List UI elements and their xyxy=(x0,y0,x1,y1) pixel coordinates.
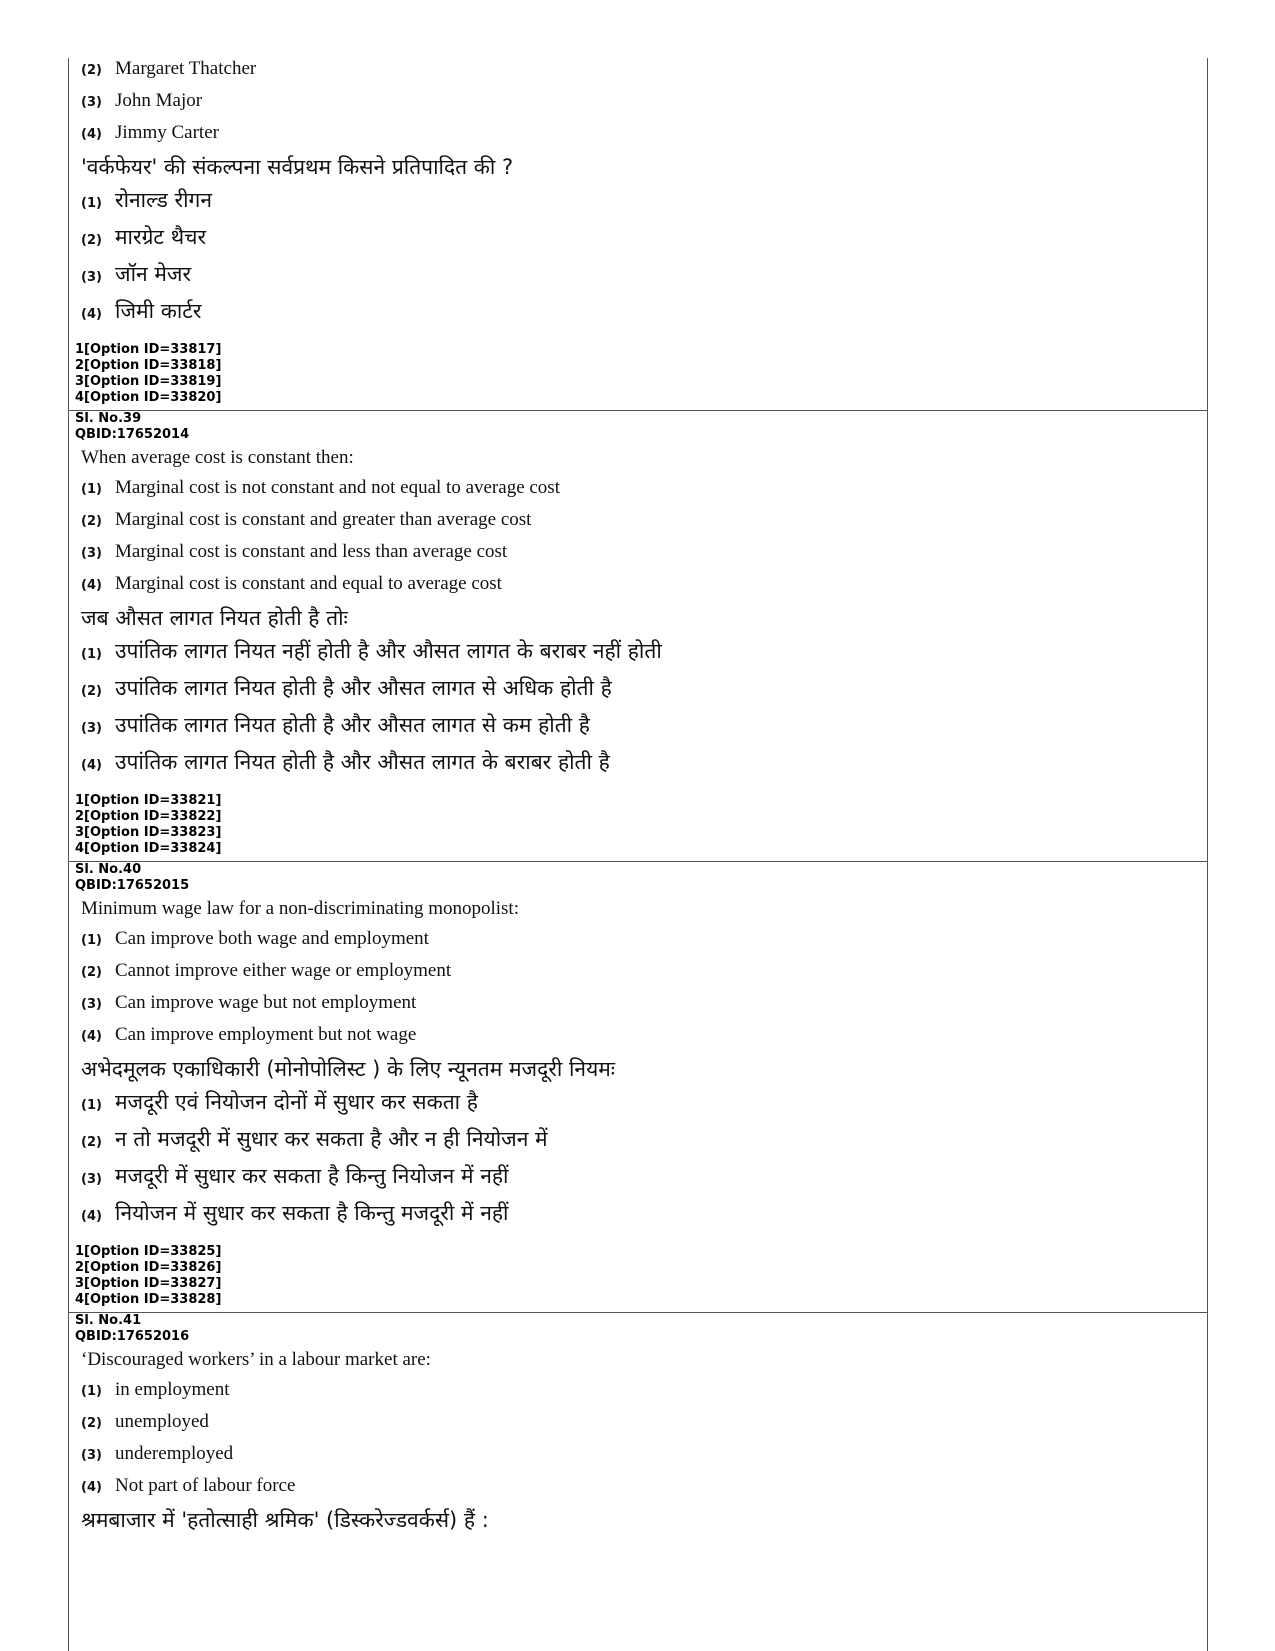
qbid: QBID:17652016 xyxy=(75,1329,190,1344)
option-en: (1) Marginal cost is not constant and not equal to average cost xyxy=(81,477,560,498)
option-en: (2) unemployed xyxy=(81,1411,209,1432)
option-id-list xyxy=(75,1244,1201,1308)
serial-number: Sl. No.40 xyxy=(75,862,142,877)
option-en: (3) Marginal cost is constant and less than average cost xyxy=(81,541,508,562)
option-en: (4) Can improve employment but not wage xyxy=(81,1024,417,1045)
option-hi: (2) न तो मजदूरी में सुधार कर सकता है और न ही नियोजन में xyxy=(81,1127,548,1151)
option-en: (2) Marginal cost is constant and greater than average cost xyxy=(81,509,532,530)
option-id: 2[Option ID=33826] xyxy=(75,1260,222,1275)
option-en: (2) Cannot improve either wage or employment xyxy=(81,960,452,981)
option-en: (1) Can improve both wage and employment xyxy=(81,928,429,949)
question-paper xyxy=(68,58,1208,1651)
option-hi: (1) उपांतिक लागत नियत नहीं होती है और औसत लागत के बराबर नहीं होती xyxy=(81,639,662,663)
option-id: 4[Option ID=33820] xyxy=(75,390,222,405)
option-en: (4) Not part of labour force xyxy=(81,1475,296,1496)
option-id-list xyxy=(75,342,1201,406)
option-id: 4[Option ID=33828] xyxy=(75,1292,222,1307)
option-hi: (3) उपांतिक लागत नियत होती है और औसत लागत से कम होती है xyxy=(81,713,590,737)
option-hi: (4) नियोजन में सुधार कर सकता है किन्तु मजदूरी में नहीं xyxy=(81,1201,509,1225)
option-id: 3[Option ID=33827] xyxy=(75,1276,222,1291)
option-en: (3) John Major xyxy=(81,90,203,111)
question-39 xyxy=(69,411,1207,862)
question-text-en: When average cost is constant then: xyxy=(81,447,354,468)
option-en: (4) Marginal cost is constant and equal to average cost xyxy=(81,573,502,594)
option-en: (4) Jimmy Carter xyxy=(81,122,219,143)
option-en: (3) Can improve wage but not employment xyxy=(81,992,417,1013)
option-id: 2[Option ID=33822] xyxy=(75,809,222,824)
option-id-list xyxy=(75,793,1201,857)
option-hi: (4) जिमी कार्टर xyxy=(81,299,202,323)
option-id: 1[Option ID=33817] xyxy=(75,342,222,357)
option-en: (3) underemployed xyxy=(81,1443,234,1464)
option-id: 3[Option ID=33819] xyxy=(75,374,222,389)
option-hi: (4) उपांतिक लागत नियत होती है और औसत लागत के बराबर होती है xyxy=(81,750,610,774)
option-hi: (2) मारग्रेट थैचर xyxy=(81,225,207,249)
question-text-en: Minimum wage law for a non-discriminating monopolist: xyxy=(81,898,519,919)
option-id: 1[Option ID=33821] xyxy=(75,793,222,808)
question-40 xyxy=(69,862,1207,1313)
question-text-hi: अभेदमूलक एकाधिकारी (मोनोपोलिस्ट ) के लिए न्यूनतम मजदूरी नियमः xyxy=(81,1057,616,1081)
option-hi: (1) मजदूरी एवं नियोजन दोनों में सुधार कर सकता है xyxy=(81,1090,478,1114)
option-en: (2) Margaret Thatcher xyxy=(81,58,257,79)
option-hi: (2) उपांतिक लागत नियत होती है और औसत लागत से अधिक होती है xyxy=(81,676,612,700)
question-text-hi: 'वर्कफेयर' की संकल्पना सर्वप्रथम किसने प्रतिपादित की ? xyxy=(81,155,514,179)
question-41 xyxy=(69,1313,1207,1544)
serial-number: Sl. No.41 xyxy=(75,1313,142,1328)
option-id: 3[Option ID=33823] xyxy=(75,825,222,840)
option-id: 1[Option ID=33825] xyxy=(75,1244,222,1259)
qbid: QBID:17652014 xyxy=(75,427,190,442)
serial-number: Sl. No.39 xyxy=(75,411,142,426)
option-en: (1) in employment xyxy=(81,1379,230,1400)
question-38-continued xyxy=(69,58,1207,411)
option-hi: (3) जॉन मेजर xyxy=(81,262,192,286)
option-hi: (3) मजदूरी में सुधार कर सकता है किन्तु नियोजन में नहीं xyxy=(81,1164,509,1188)
option-id: 2[Option ID=33818] xyxy=(75,358,222,373)
qbid: QBID:17652015 xyxy=(75,878,190,893)
option-hi: (1) रोनाल्ड रीगन xyxy=(81,188,213,212)
question-text-hi: श्रमबाजार में 'हतोत्साही श्रमिक' (डिस्करेज्डवर्कर्स) हैं : xyxy=(81,1508,489,1532)
question-text-en: ‘Discouraged workers’ in a labour market are: xyxy=(81,1349,431,1370)
option-id: 4[Option ID=33824] xyxy=(75,841,222,856)
question-text-hi: जब औसत लागत नियत होती है तोः xyxy=(81,606,348,630)
